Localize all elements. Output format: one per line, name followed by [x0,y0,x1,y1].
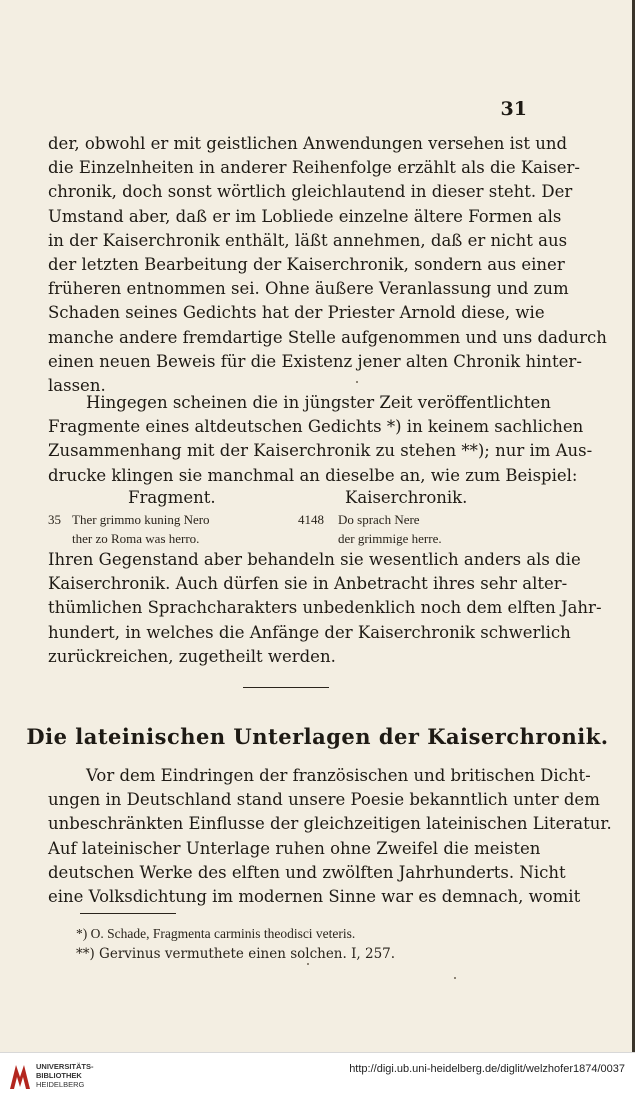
text-line: unbeschränkten Einflusse der gleichzeitigen lateinischen Literatur. [48,814,612,834]
university-library-logo-icon [8,1061,32,1091]
footnote-2: **) Gervinus vermuthete einen solchen. I, 257. [76,946,396,962]
text-line: der, obwohl er mit geistlichen Anwendungen versehen ist und [48,134,568,153]
text-line: eine Volksdichtung im modernen Sinne war es demnach, womit [48,886,581,906]
library-name [36,1062,94,1089]
paragraph-1 [48,132,607,398]
text-line: chronik, doch sonst wörtlich gleichlautend in dieser steht. Der [48,182,573,202]
paper-speck [454,977,456,979]
text-line: zurückreichen, zugetheilt werden. [48,646,336,666]
text-line: in der Kaiserchronik enthält, läßt annehmen, daß er nicht aus [48,230,568,250]
text-line: Ihren Gegenstand aber behandeln sie wesentlich anders als die [48,550,581,569]
paragraph-3 [48,548,602,669]
paragraph-2 [48,391,593,488]
text-line: ungen in Deutschland stand unsere Poesie bekanntlich unter dem [48,790,600,810]
text-line: lassen. [48,375,106,395]
section-heading: Die lateinischen Unterlagen der Kaiserchronik. [26,724,609,749]
text-line: deutschen Werke des elften und zwölften Jahrhunderts. Nicht [48,862,566,882]
text-line: Auf lateinischer Unterlage ruhen ohne Zweifel die meisten [48,838,541,858]
left-line-number: 35 [48,512,61,527]
verse-comparison [48,488,530,550]
text-line: Zusammenhang mit der Kaiserchronik zu stehen **); nur im Aus- [48,441,593,461]
library-name-line: BIBLIOTHEK [36,1071,82,1080]
text-line: Hingegen scheinen die in jüngster Zeit veröffentlichten [86,393,551,412]
paper-speck [307,963,309,965]
text-line: früheren entnommen sei. Ohne äußere Veranlassung und zum [48,279,569,299]
text-line: Vor dem Eindringen der französischen und britischen Dicht- [86,766,591,785]
text-line: thümlichen Sprachcharakters unbedenklich noch dem elften Jahr- [48,598,602,618]
left-verse: ther zo Roma was herro. [72,531,200,546]
text-line: hundert, in welches die Anfänge der Kaiserchronik schwerlich [48,622,571,642]
text-line: die Einzelnheiten in anderer Reihenfolge erzählt als die Kaiser- [48,158,580,178]
left-verse: Ther grimmo kuning Nero [72,512,210,527]
right-verse: Do sprach Nere [338,512,420,527]
paragraph-4 [48,764,612,909]
text-line: manche andere fremdartige Stelle aufgenommen und uns dadurch [48,327,607,347]
right-line-number: 4148 [298,512,324,527]
footnote-1: *) O. Schade, Fragmenta carminis theodisci veteris. [76,926,356,941]
right-verse: der grimmige herre. [338,531,442,546]
paper-speck [356,381,358,383]
kaiserchronik-heading: Kaiserchronik. [345,488,468,507]
fragment-heading: Fragment. [128,488,216,507]
text-line: Kaiserchronik. Auch dürfen sie in Anbetracht ihres sehr alter- [48,574,568,594]
text-line: Umstand aber, daß er im Lobliede einzelne ältere Formen als [48,206,562,226]
text-line: Fragmente eines altdeutschen Gedichts *) in keinem sachlichen [48,417,584,437]
text-line: einen neuen Beweis für die Existenz jener alten Chronik hinter- [48,351,582,371]
section-divider [243,687,329,688]
comparison-headings [48,488,530,512]
text-line: der letzten Bearbeitung der Kaiserchronik, sondern aus einer [48,254,565,274]
viewer-footer [0,1052,635,1102]
text-line: Schaden seines Gedichts hat der Priester Arnold diese, wie [48,303,545,323]
library-name-line: HEIDELBERG [36,1080,85,1089]
text-line: drucke klingen sie manchmal an dieselbe an, wie zum Beispiel: [48,465,578,485]
library-name-line: UNIVERSITÄTS- [36,1062,94,1071]
source-url[interactable]: http://digi.ub.uni-heidelberg.de/diglit/welzhofer1874/0037 [349,1063,625,1075]
comparison-row [48,512,530,531]
footnote-divider [80,913,176,914]
page-number: 31 [500,98,527,120]
